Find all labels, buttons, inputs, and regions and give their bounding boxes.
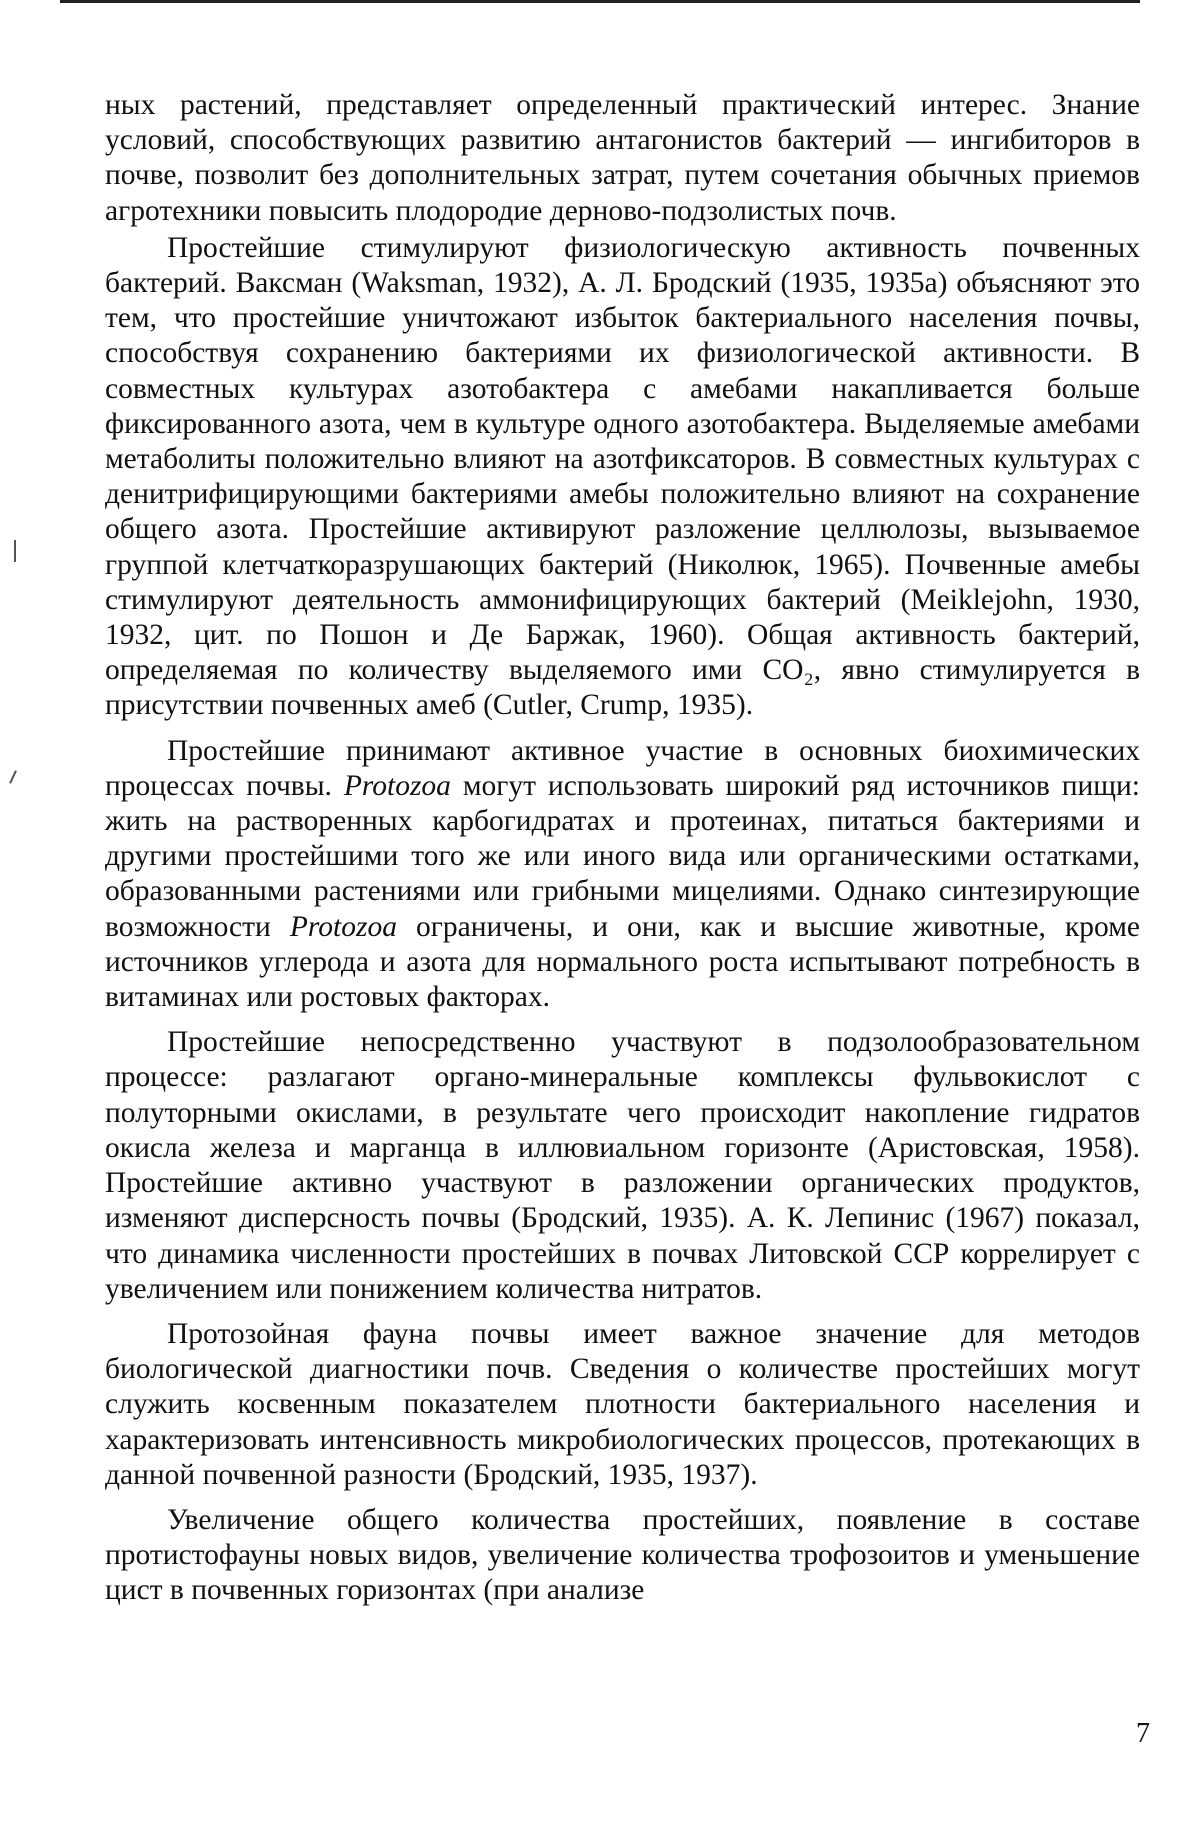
paragraph-6: Увеличение общего количества простейших, появление в составе протистофауны новых видов, увеличение количества трофозоитов и уменьшение цист в почвенных горизонтах (при анализе xyxy=(105,1503,1140,1607)
paragraph-4: Простейшие непосредственно участвуют в подзолообразовательном процессе: разлагают органо-минеральные комплексы фульвокислот с полуторными окислами, в результате чего происходит накопление гидратов окисла железа и марганца в иллювиальном горизонте (Аристовская, 1958). Простейшие активно участвуют в разложении органических продуктов, изменяют дисперсность почвы (Бродский, 1935). А. К. Лепинис (1967) показал, что динамика численности простейших в почвах Литовской ССР коррелирует с увеличением или понижением количества нитратов. xyxy=(105,1026,1140,1305)
paragraph-5: Протозойная фауна почвы имеет важное значение для методов биологической диагностики почв. Сведения о количестве простейших могут служить косвенным показателем плотности бактериального населения и характеризовать интенсивность микробиологических процессов, протекающих в данной почвенной разности (Бродский, 1935, 1937). xyxy=(105,1317,1140,1491)
paragraph-3: Простейшие принимают активное участие в основных биохимических процессах почвы. Protozoa могут использовать широкий ряд источников пищи: жить на растворенных карбогидратах и протеинах, питаться бактериями и другими простейшими того же или иного вида или органическими остатками, образованными растениями или грибными мицелиями. Однако синтезирующие возможности Protozoa ограничены, и они, как и высшие животные, кроме источников углерода и азота для нормального роста испытывают потребность в витаминах или ростовых факторах. xyxy=(105,734,1140,1014)
margin-mark-left xyxy=(14,540,16,562)
paragraph-2: Простейшие стимулируют физиологическую активность почвенных бактерий. Ваксман (Waksman, 1932), А. Л. Бродский (1935, 1935а) объясняют это тем, что простейшие уничтожают избыток бактериального населения почвы, способствуя сохранению бактериями их физиологической активности. В совместных культурах азотобактера с амебами накапливается больше фиксированного азота, чем в культуре одного азотобактера. Выделяемые амебами метаболиты положительно влияют на азотфиксаторов. В совместных культурах с денитрифицирующими бактериями амебы положительно влияют на сохранение общего азота. Простейшие активируют разложение целлюлозы, вызываемое группой клетчаткоразрушающих бактерий (Николюк, 1965). Почвенные амебы стимулируют деятельность аммонифицирующих бактерий (Meiklejohn, 1930, 1932, цит. по Пошон и Де Баржак, 1960). Общая активность бактерий, определяемая по количеству выделяемого ими CO₂, явно стимулируется в присутствии почвенных амеб (Cutler, Crump, 1935). xyxy=(105,231,1140,722)
body-text xyxy=(105,88,1140,1609)
scan-top-edge xyxy=(60,0,1140,9)
paragraph-1: ных растений, представляет определенный практический интерес. Знание условий, способствующих развитию антагонистов бактерий — ингибиторов в почве, позволит без дополнительных затрат, путем сочетания обычных приемов агротехники повысить плодородие дерново-подзолистых почв. xyxy=(105,89,1140,227)
taxon-name: Protozoa xyxy=(343,769,451,802)
taxon-name: Protozoa xyxy=(289,910,397,943)
margin-mark-left-lower xyxy=(9,770,17,784)
page-number: 7 xyxy=(1136,1718,1150,1749)
